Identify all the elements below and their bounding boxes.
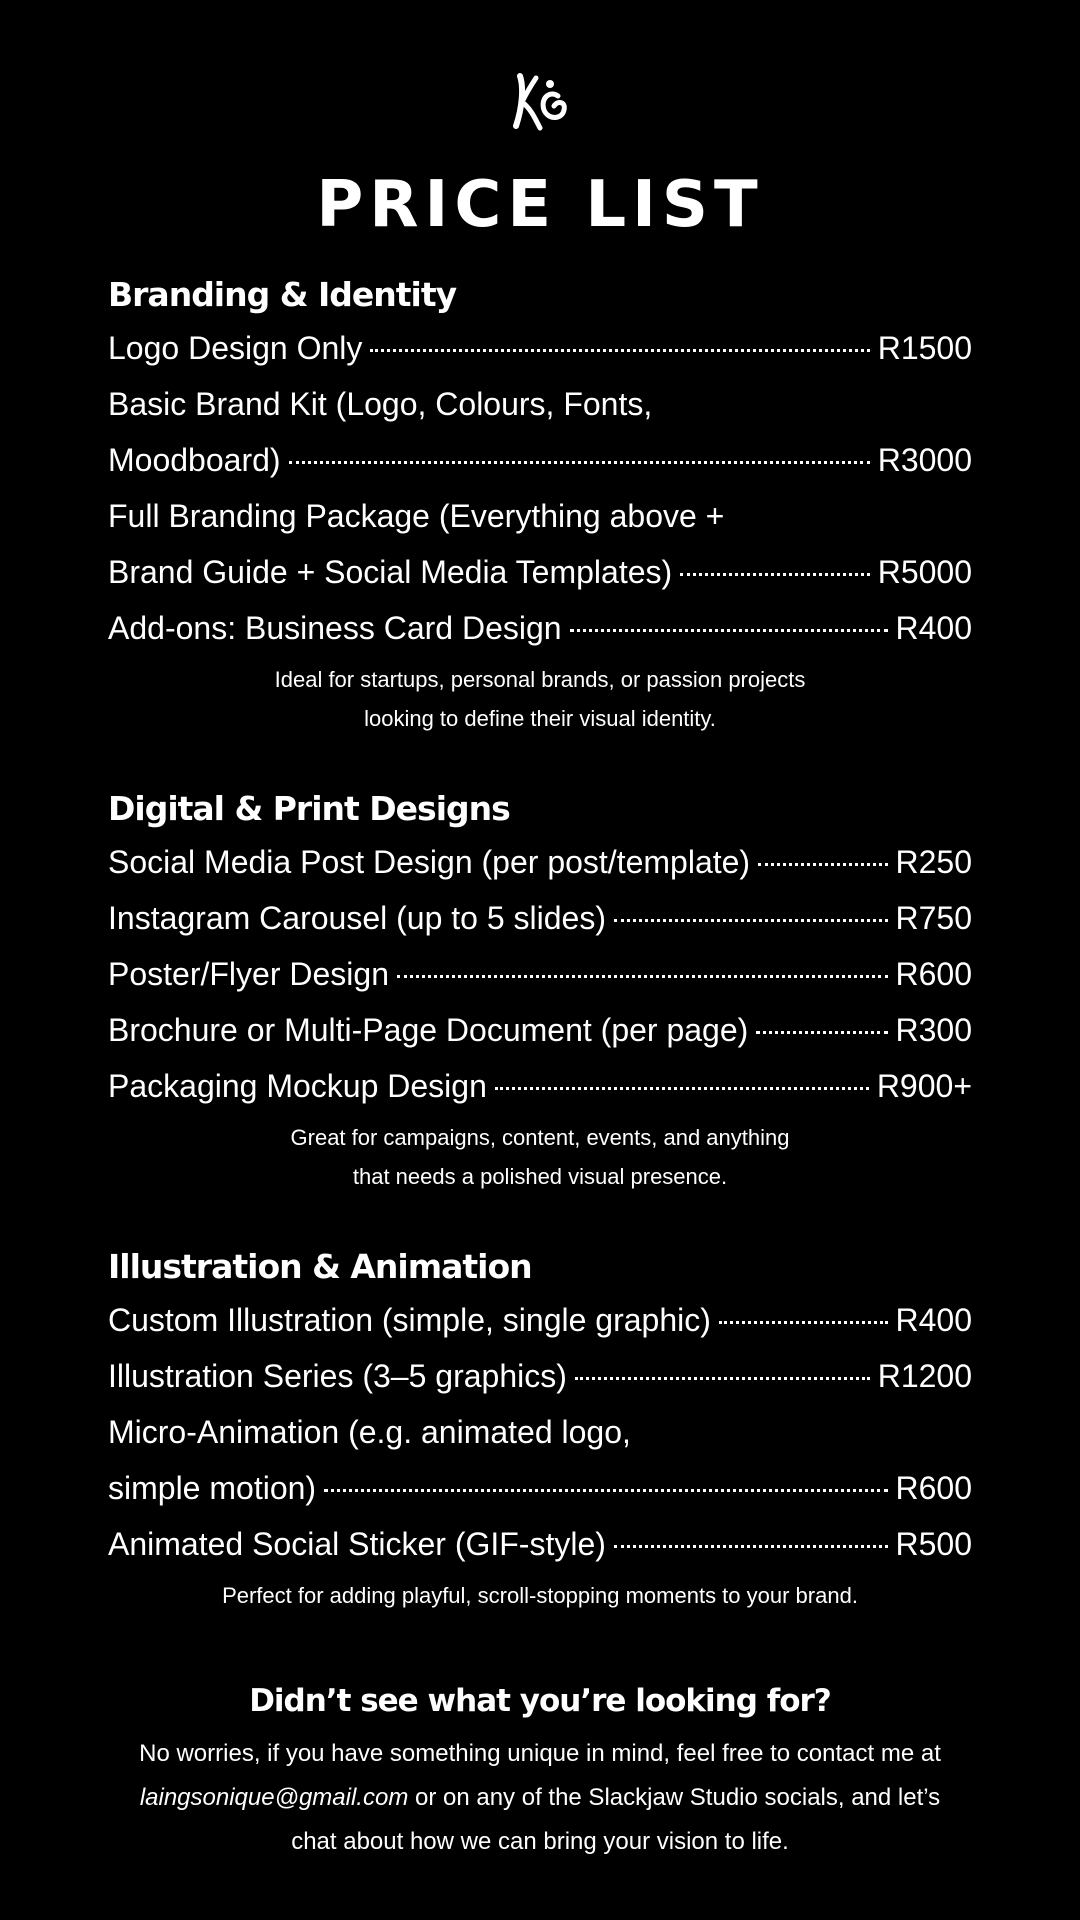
cta-line: chat about how we can bring your vision to life. [291, 1828, 789, 1855]
cta-heading: Didn’t see what you’re looking for? [249, 1683, 831, 1719]
price-line [108, 890, 972, 946]
price-line [108, 544, 972, 600]
service-price: R300 [895, 1012, 972, 1048]
contact-email-link[interactable]: laingsonique@gmail.com [139, 1784, 409, 1811]
dot-leader [370, 349, 869, 352]
price-line [108, 600, 972, 656]
dot-leader [758, 863, 887, 866]
page-title: PRICE LIST [316, 168, 764, 242]
cta-line: or on any of the Slackjaw Studio socials, and let’s [408, 1784, 941, 1811]
price-line [108, 488, 972, 544]
dot-leader [570, 629, 888, 632]
price-line [108, 1292, 972, 1348]
service-price: R600 [895, 956, 972, 992]
dot-leader [680, 573, 870, 576]
dot-leader [719, 1321, 888, 1324]
service-label: Full Branding Package (Everything above + [108, 498, 725, 534]
service-label: Social Media Post Design (per post/template) [108, 844, 751, 880]
service-price: R3000 [877, 442, 972, 478]
service-price: R750 [895, 900, 972, 936]
note-line: looking to define their visual identity. [364, 706, 716, 731]
dot-leader [614, 919, 888, 922]
service-price: R500 [895, 1526, 972, 1562]
service-label: Brochure or Multi-Page Document (per page) [108, 1012, 749, 1048]
service-label: Add-ons: Business Card Design [108, 610, 562, 646]
price-line [108, 432, 972, 488]
service-price: R400 [895, 1302, 972, 1338]
price-line [108, 1058, 972, 1114]
service-price: R400 [895, 610, 972, 646]
dot-leader [756, 1031, 887, 1034]
service-label: Moodboard) [108, 442, 281, 478]
section-note [108, 1118, 972, 1196]
service-label: Poster/Flyer Design [108, 956, 389, 992]
price-line [108, 1404, 972, 1460]
price-line [108, 1460, 972, 1516]
section-heading: Illustration & Animation [108, 1247, 532, 1286]
price-line [108, 946, 972, 1002]
service-price: R600 [895, 1470, 972, 1506]
service-label: Animated Social Sticker (GIF-style) [108, 1526, 606, 1562]
service-label: Micro-Animation (e.g. animated logo, [108, 1414, 631, 1450]
section-heading: Digital & Print Designs [108, 789, 510, 828]
price-line [108, 1348, 972, 1404]
note-line: Great for campaigns, content, events, and anything [290, 1125, 790, 1150]
service-label: Packaging Mockup Design [108, 1068, 487, 1104]
service-label: Illustration Series (3–5 graphics) [108, 1358, 567, 1394]
section-note [108, 660, 972, 738]
service-label: simple motion) [108, 1470, 317, 1506]
service-price: R1200 [877, 1358, 972, 1394]
dot-leader [324, 1489, 887, 1492]
price-line [108, 320, 972, 376]
kc-monogram-logo-icon [510, 68, 570, 138]
cta-line: No worries, if you have something unique in mind, feel free to contact me at [139, 1740, 941, 1767]
note-line: that needs a polished visual presence. [352, 1164, 728, 1189]
note-line: Perfect for adding playful, scroll-stopping moments to your brand. [222, 1583, 858, 1608]
section-illustration-animation [108, 1242, 972, 1615]
dot-leader [614, 1545, 888, 1548]
note-line: Ideal for startups, personal brands, or passion projects [274, 667, 806, 692]
dot-leader [495, 1087, 869, 1090]
dot-leader [397, 975, 888, 978]
service-label: Logo Design Only [108, 330, 363, 366]
cta-body [80, 1732, 1000, 1864]
section-branding-identity [108, 270, 972, 738]
section-note [108, 1576, 972, 1615]
service-label: Basic Brand Kit (Logo, Colours, Fonts, [108, 386, 653, 422]
service-price: R1500 [877, 330, 972, 366]
contact-callout [80, 1676, 1000, 1864]
service-price: R250 [895, 844, 972, 880]
price-line [108, 1516, 972, 1572]
section-heading: Branding & Identity [108, 275, 457, 314]
price-line [108, 834, 972, 890]
section-digital-print [108, 784, 972, 1196]
service-label: Instagram Carousel (up to 5 slides) [108, 900, 606, 936]
dot-leader [575, 1377, 870, 1380]
price-line [108, 1002, 972, 1058]
service-price: R5000 [877, 554, 972, 590]
service-price: R900+ [876, 1068, 972, 1104]
service-label: Brand Guide + Social Media Templates) [108, 554, 673, 590]
dot-leader [289, 461, 870, 464]
price-line [108, 376, 972, 432]
service-label: Custom Illustration (simple, single graphic) [108, 1302, 711, 1338]
